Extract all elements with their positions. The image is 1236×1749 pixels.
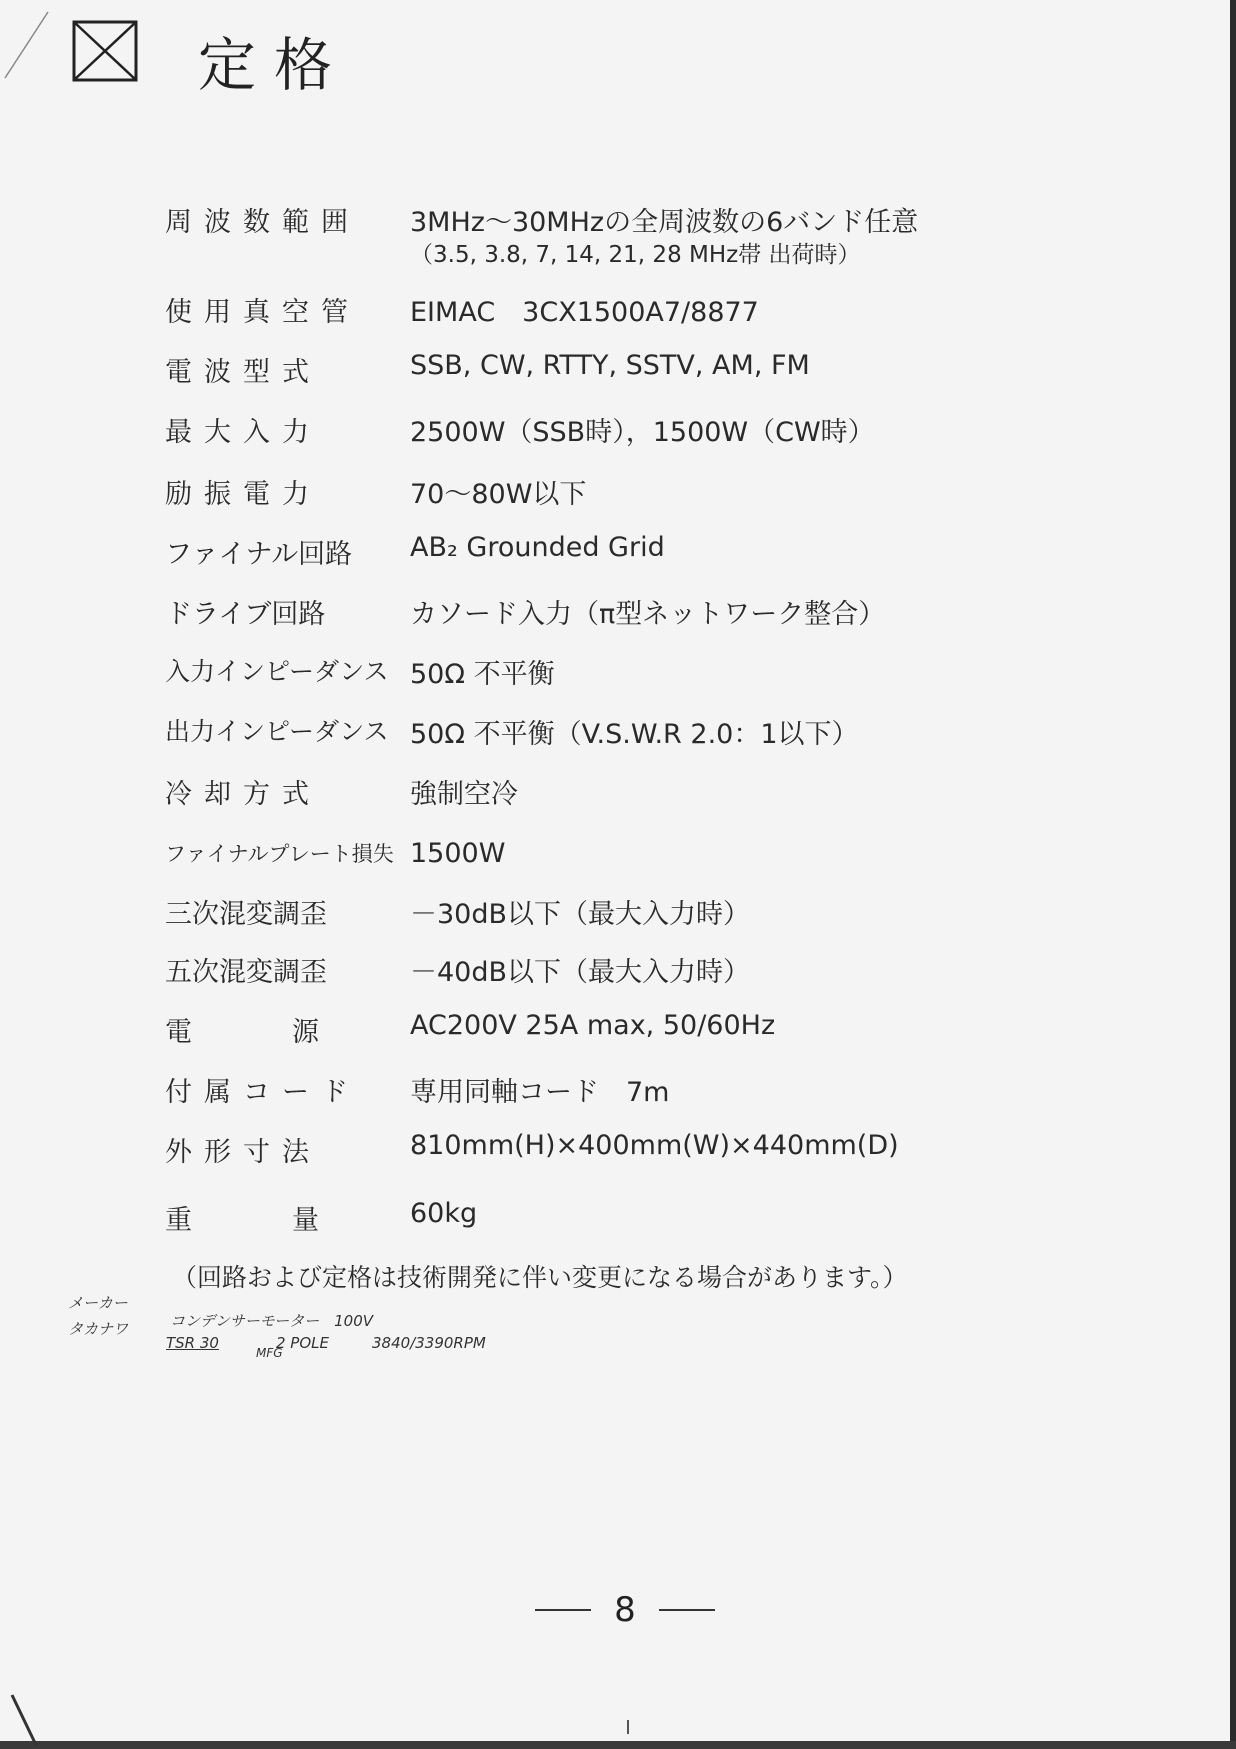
spec-row-drive-circuit [0, 592, 1236, 642]
spec-value: 強制空冷 [410, 779, 518, 810]
spec-row-output-impedance [0, 712, 1236, 762]
handwritten-note-line1: コンデンサーモーター 100V [170, 1312, 373, 1330]
handwritten-mfg: MFG [256, 1346, 283, 1360]
spec-value: カソード入力（π型ネットワーク整合） [410, 599, 886, 630]
spec-label: 最大入力 [165, 417, 321, 448]
spec-row-final-circuit [0, 532, 1236, 582]
spec-value: 専用同軸コード 7m [410, 1077, 670, 1108]
spec-label: 電源 [165, 1017, 419, 1048]
spec-row-input-impedance [0, 652, 1236, 702]
spec-label: 周波数範囲 [165, 207, 360, 238]
spec-label: 入力インピーダンス [165, 657, 389, 686]
handwritten-maker-label: メーカー [68, 1294, 128, 1312]
spec-value: 810mm(H)×400mm(W)×440mm(D) [410, 1130, 899, 1161]
spec-row-drive-power [0, 472, 1236, 522]
divider [659, 1609, 715, 1611]
spec-label: 出力インピーダンス [165, 717, 389, 746]
spec-label: 付属コード [165, 1077, 360, 1108]
spec-label: 電波型式 [165, 357, 321, 388]
spec-row-power-supply [0, 1010, 1236, 1060]
spec-value-detail: （3.5, 3.8, 7, 14, 21, 28 MHz帯 出荷時） [410, 242, 861, 268]
spec-row-max-input [0, 410, 1236, 460]
spec-value: －30dB以下（最大入力時） [410, 899, 751, 930]
scan-tick-mark [627, 1720, 629, 1734]
spec-label: 冷却方式 [165, 779, 321, 810]
spec-label: 五次混変調歪 [165, 957, 327, 988]
spec-label: ファイナル回路 [165, 539, 353, 570]
divider [535, 1609, 591, 1611]
spec-row-imd3 [0, 892, 1236, 942]
spec-value: SSB, CW, RTTY, SSTV, AM, FM [410, 350, 810, 381]
footnote: （回路および定格は技術開発に伴い変更になる場合があります。） [172, 1263, 908, 1292]
spec-value: AB₂ Grounded Grid [410, 532, 665, 563]
page-edge-bottom [0, 1741, 1236, 1749]
spec-value: 1500W [410, 838, 506, 869]
spec-row-emission [0, 350, 1236, 400]
spec-row-plate-dissipation [0, 838, 1236, 888]
handwritten-pole: 2 POLE [276, 1334, 329, 1352]
handwritten-maker-name: タカナワ [68, 1320, 129, 1338]
spec-row-imd5 [0, 950, 1236, 1000]
spec-value: 50Ω 不平衡 [410, 659, 555, 690]
spec-label: 使用真空管 [165, 297, 360, 328]
page-title: 定格 [198, 31, 351, 99]
spec-value: 2500W（SSB時），1500W（CW時） [410, 417, 875, 448]
handwritten-model: TSR 30 [166, 1334, 219, 1352]
spec-label: ファイナルプレート損失 [165, 842, 394, 866]
spec-row-frequency [0, 200, 1236, 268]
spec-value: AC200V 25A max, 50/60Hz [410, 1010, 776, 1041]
spec-value: 50Ω 不平衡（V.S.W.R 2.0：1以下） [410, 719, 859, 750]
checkbox-crossed-icon [72, 20, 138, 82]
spec-value: 60kg [410, 1198, 478, 1229]
spec-label: ドライブ回路 [165, 599, 326, 630]
page-number: 8 [614, 1590, 636, 1630]
spec-row-cooling [0, 772, 1236, 822]
spec-label: 外形寸法 [165, 1137, 321, 1168]
scan-mark-icon [0, 1690, 40, 1749]
spec-value: 3MHz～30MHzの全周波数の6バンド任意 [410, 207, 919, 238]
spec-row-cord [0, 1070, 1236, 1120]
spec-value: EIMAC 3CX1500A7/8877 [410, 297, 759, 328]
spec-value: 70～80W以下 [410, 479, 587, 510]
spec-value: －40dB以下（最大入力時） [410, 957, 751, 988]
spec-row-dimensions [0, 1130, 1236, 1180]
spec-label: 励振電力 [165, 479, 321, 510]
spec-label: 重量 [165, 1205, 419, 1236]
spec-row-weight [0, 1198, 1236, 1248]
spec-label: 三次混変調歪 [165, 899, 327, 930]
scan-mark-icon [0, 0, 60, 80]
page-number-area [535, 1590, 715, 1630]
handwritten-rpm: 3840/3390RPM [372, 1334, 486, 1352]
spec-row-tube [0, 290, 1236, 340]
